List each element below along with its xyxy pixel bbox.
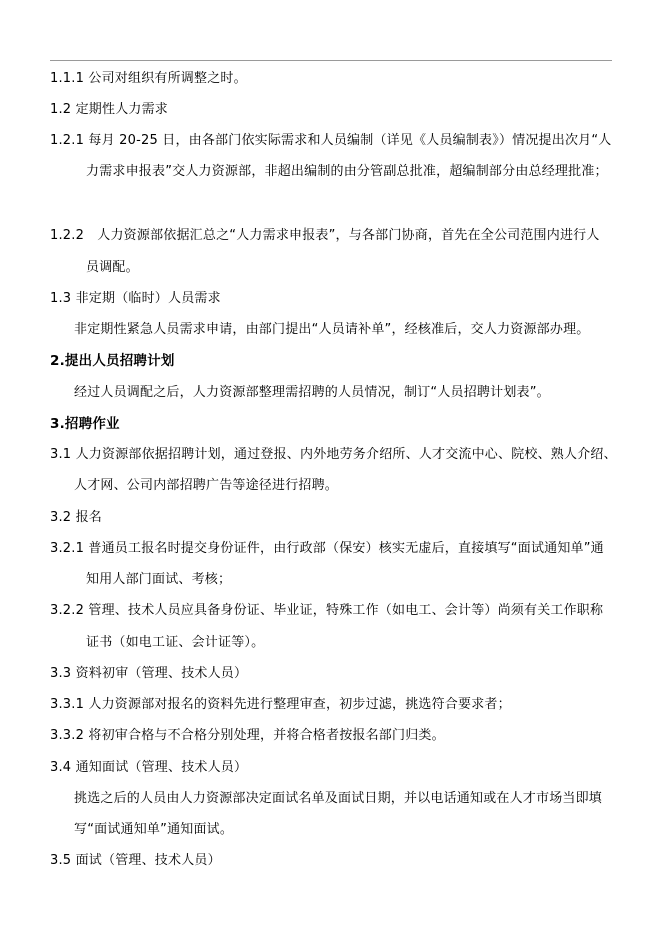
text-line-3-2-1-cont: 知用人部门面试、考核； [86,572,232,587]
text-line-3-2-1: 3.2.1 普通员工报名时提交身份证件，由行政部（保安）核实无虚后，直接填写“面试通知单”通 [50,541,604,556]
text-line-3-1: 3.1 人力资源部依据招聘计划，通过登报、内外地劳务介绍所、人才交流中心、院校、熟人介绍、 [50,447,617,462]
heading-3-3: 3.3 资料初审（管理、技术人员） [50,666,248,681]
text-line-3-2-2-cont: 证书（如电工证、会计证等）。 [86,635,265,650]
text-line-1-3-body: 非定期性紧急人员需求申请，由部门提出“人员请补单”，经核准后，交人力资源部办理。 [74,322,590,337]
text-line-1-2-2: 1.2.2 人力资源部依据汇总之“人力需求申报表”，与各部门协商，首先在全公司范围内进行人 [50,228,600,243]
text-line-1-2-1-cont: 力需求申报表”交人力资源部，非超出编制的由分管副总批准，超编制部分由总经理批准； [86,164,608,179]
heading-3-2: 3.2 报名 [50,510,103,525]
heading-1-3: 1.3 非定期（临时）人员需求 [50,291,221,306]
text-line-1-2-1: 1.2.1 每月 20-25 日，由各部门依实际需求和人员编制（详见《人员编制表》）情况提出次月“人 [50,133,612,148]
heading-3-5: 3.5 面试（管理、技术人员） [50,853,221,868]
header-rule [50,60,612,61]
text-line-1-2-2-cont: 员调配。 [86,260,139,275]
section-heading-3: 3.招聘作业 [50,416,120,432]
section-heading-2: 2.提出人员招聘计划 [50,353,175,369]
text-line-2-body: 经过人员调配之后，人力资源部整理需招聘的人员情况，制订“人员招聘计划表”。 [74,385,550,400]
text-line-3-2-2: 3.2.2 管理、技术人员应具备身份证、毕业证，特殊工作（如电工、会计等）尚须有关工作职称 [50,603,604,618]
text-line-3-4-body: 挑选之后的人员由人力资源部决定面试名单及面试日期，并以电话通知或在人才市场当即填 [74,791,603,806]
heading-3-4: 3.4 通知面试（管理、技术人员） [50,760,248,775]
text-line-3-3-2: 3.3.2 将初审合格与不合格分别处理，并将合格者按报名部门归类。 [50,728,445,743]
heading-1-2: 1.2 定期性人力需求 [50,102,169,117]
text-line-3-3-1: 3.3.1 人力资源部对报名的资料先进行整理审查，初步过滤，挑选符合要求者； [50,697,511,712]
text-line-3-1-cont: 人才网、公司内部招聘广告等途径进行招聘。 [74,478,339,493]
text-line-1-1-1: 1.1.1 公司对组织有所调整之时。 [50,71,247,86]
text-line-3-4-body-cont: 写“面试通知单”通知面试。 [74,822,234,837]
